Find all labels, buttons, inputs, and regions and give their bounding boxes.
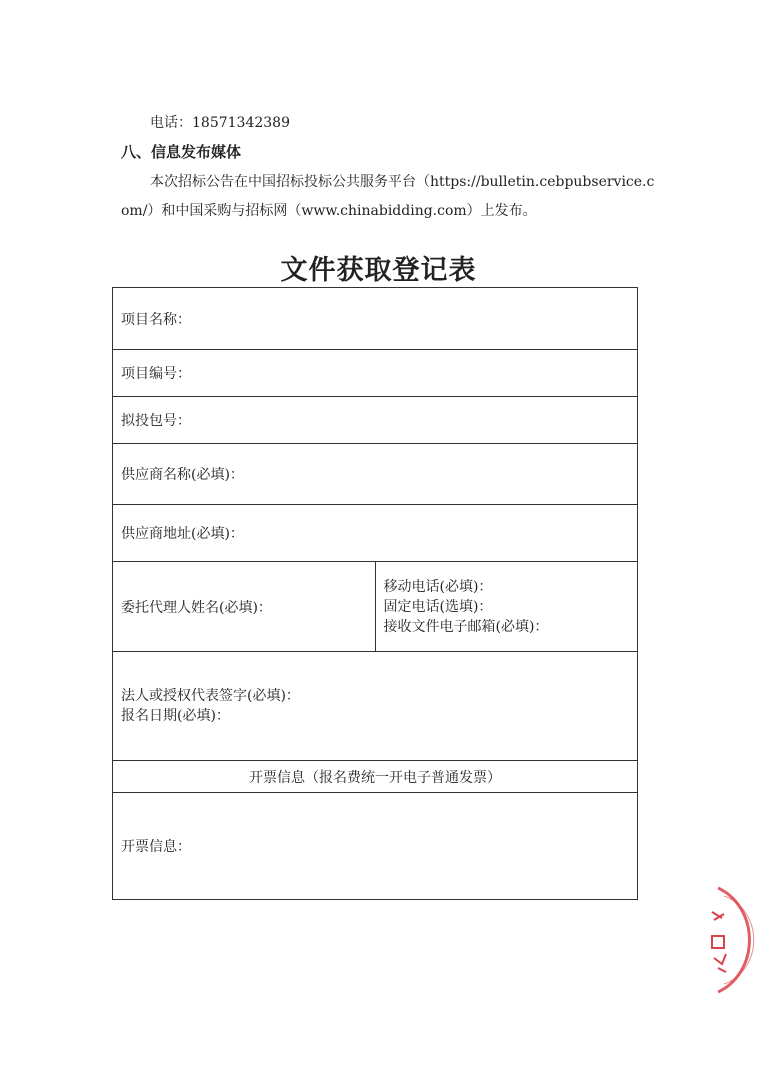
agent-name-label: 委托代理人姓名(必填)： (121, 599, 272, 616)
signature-label: 法人或授权代表签字(必填)： (121, 688, 300, 704)
form-title: 文件获取登记表 (280, 255, 477, 286)
email-label: 接收文件电子邮箱(必填)： (383, 618, 549, 635)
contact-fields[interactable] (375, 562, 638, 652)
project-name-label: 项目名称： (121, 311, 191, 328)
project-name-field[interactable] (113, 288, 638, 350)
phone-line: 电话：18571342389 (150, 115, 290, 131)
signature-field[interactable] (113, 652, 638, 761)
registration-date-label: 报名日期(必填)： (121, 708, 230, 724)
section-heading: 八、信息发布媒体 (121, 143, 242, 161)
supplier-address-field[interactable] (113, 505, 638, 562)
supplier-name-label: 供应商名称(必填)： (121, 467, 244, 483)
supplier-name-field[interactable] (113, 444, 638, 505)
package-number-label: 拟投包号： (121, 413, 191, 429)
media-paragraph-line1: 本次招标公告在中国招标投标公共服务平台（https://bulletin.cebpubservice.c (150, 174, 655, 190)
invoice-header-cell (113, 761, 638, 793)
landline-phone-label: 固定电话(选填)： (383, 598, 493, 615)
invoice-info-field[interactable] (113, 793, 638, 900)
invoice-header-label: 开票信息（报名费统一开电子普通发票） (249, 769, 501, 786)
project-number-field[interactable] (113, 350, 638, 397)
package-number-field[interactable] (113, 397, 638, 444)
supplier-address-label: 供应商地址(必填)： (121, 526, 244, 542)
project-number-label: 项目编号： (121, 366, 191, 382)
invoice-info-label: 开票信息： (121, 839, 191, 855)
registration-form-table (112, 287, 638, 900)
agent-name-field[interactable] (113, 562, 376, 652)
media-paragraph-line2: om/）和中国采购与招标网（www.chinabidding.com）上发布。 (121, 203, 537, 219)
mobile-phone-label: 移动电话(必填)： (383, 578, 493, 595)
partial-seal-stamp (700, 884, 757, 996)
